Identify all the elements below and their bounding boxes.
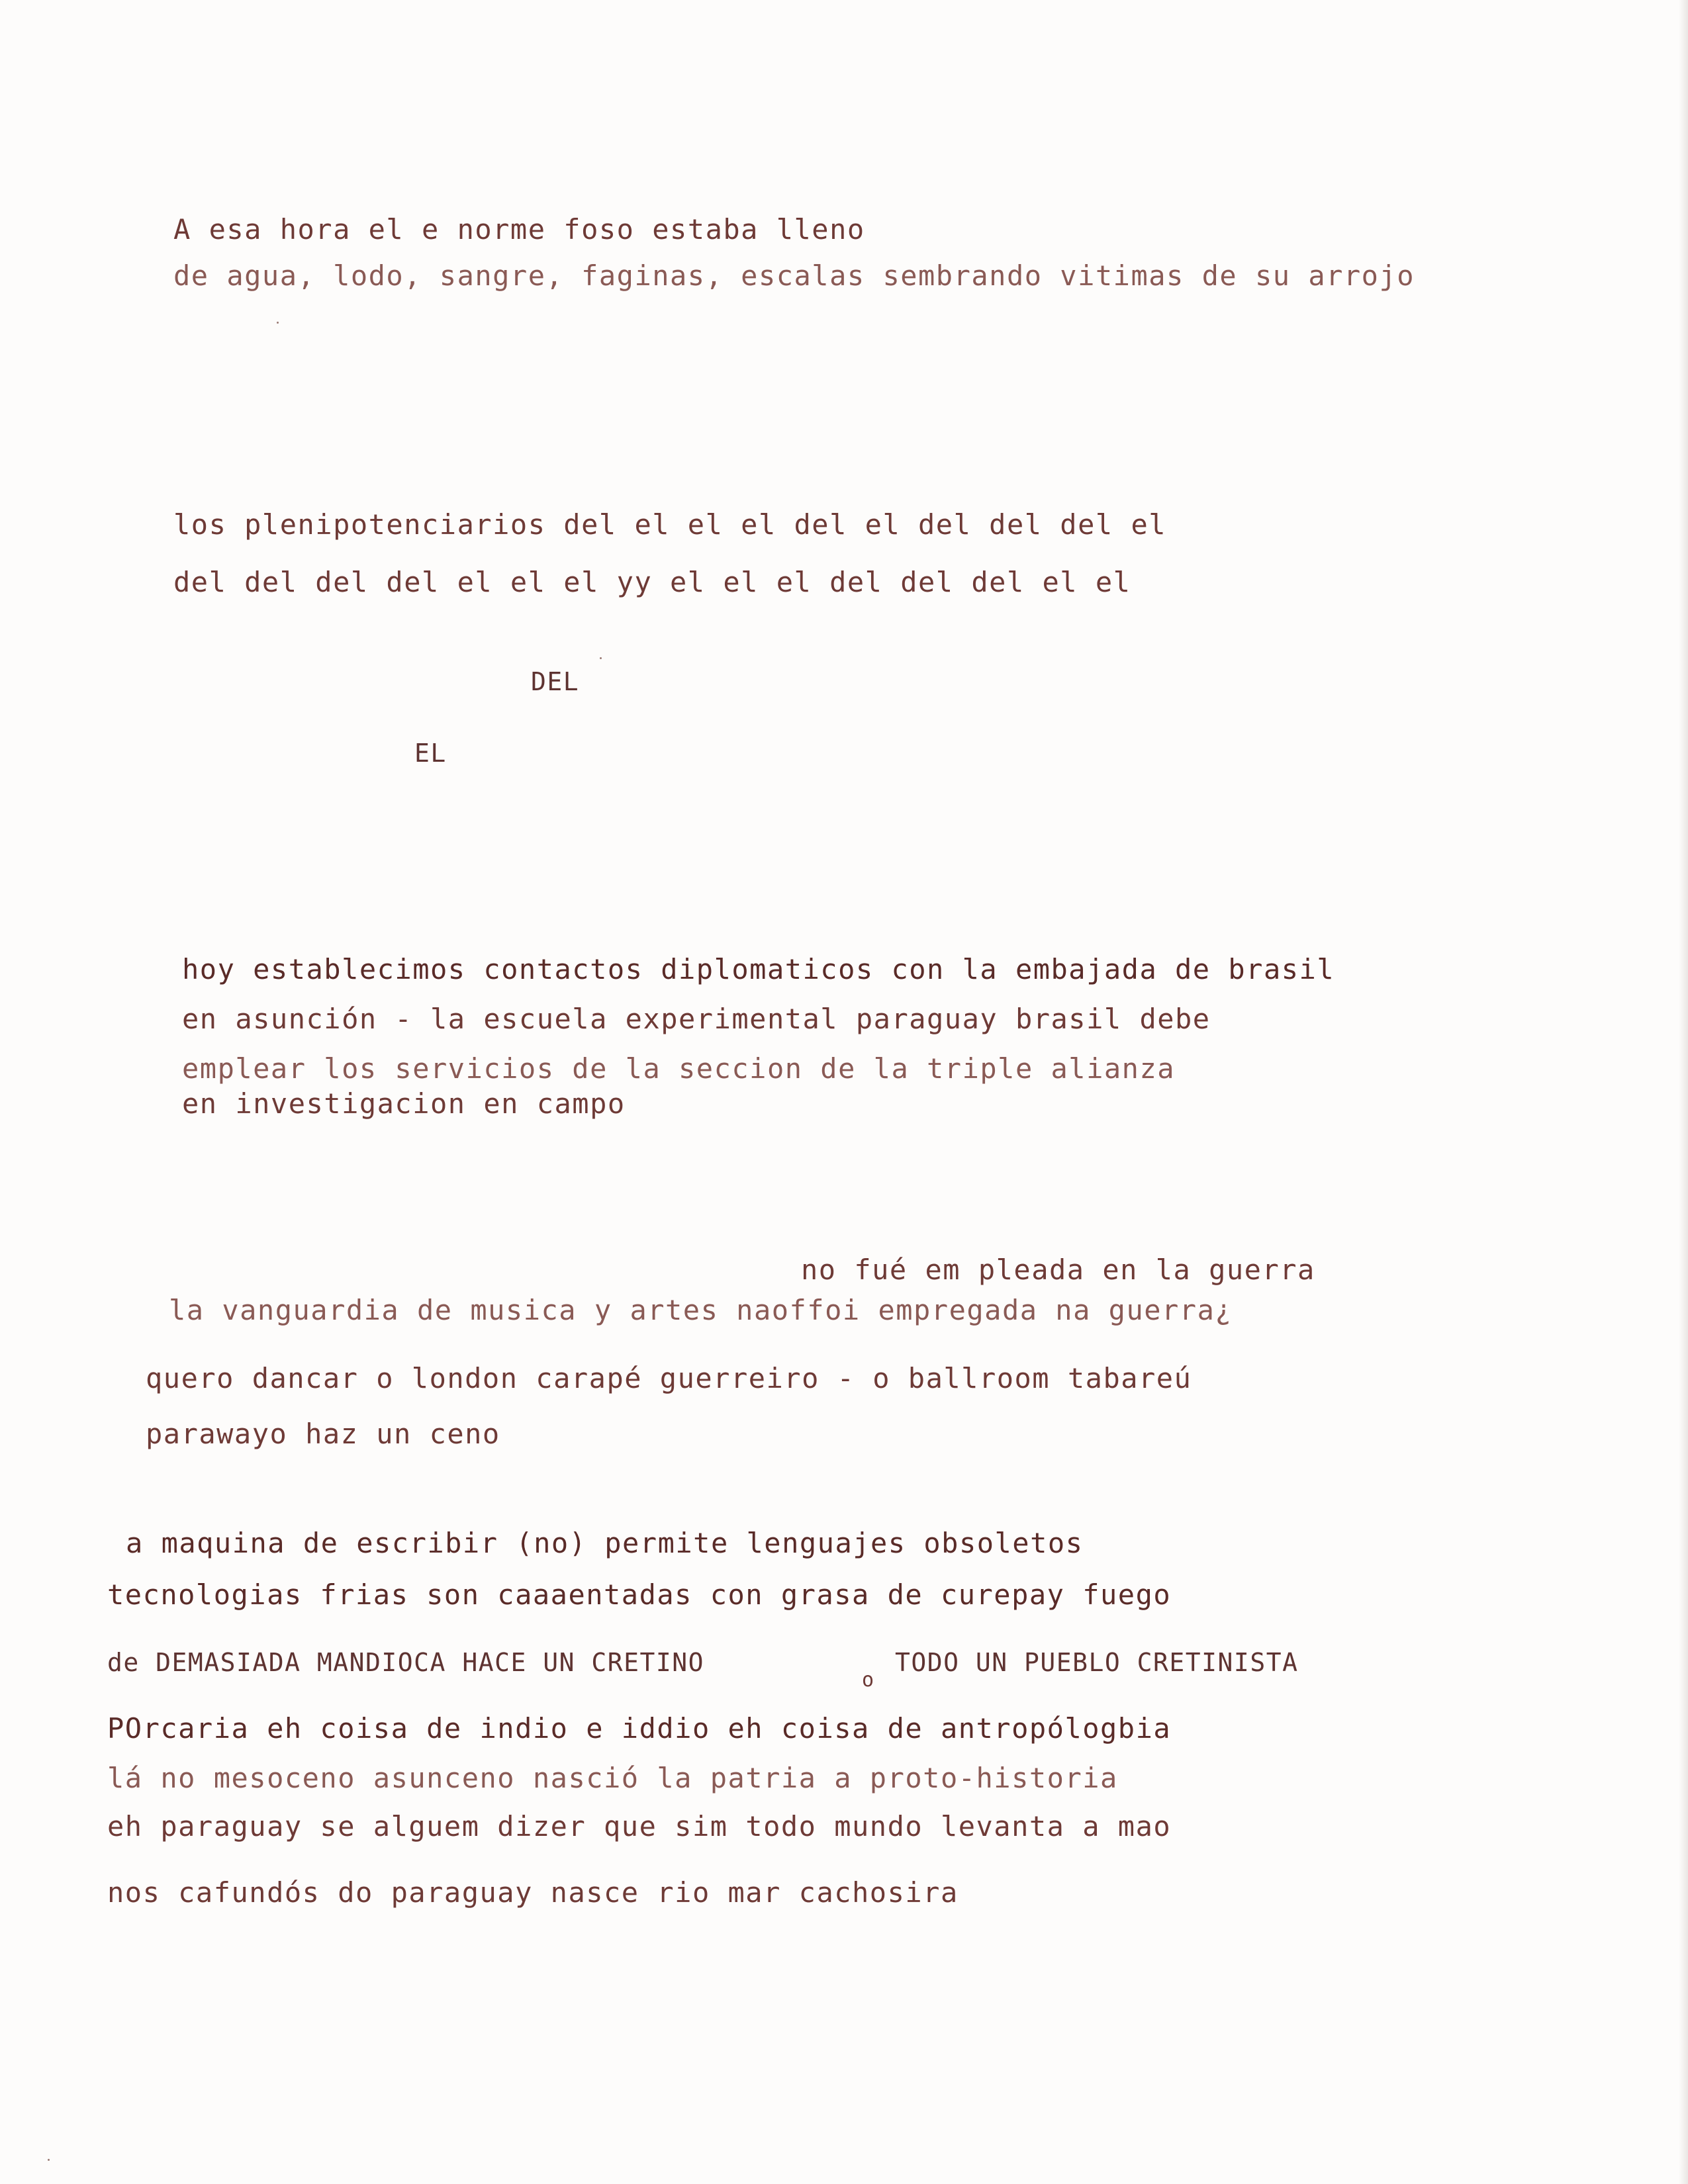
- stanza6-line1: a maquina de escribir (no) permite lenguajes obsoletos: [126, 1527, 1084, 1559]
- stanza6-line3: de DEMASIADA MANDIOCA HACE UN CRETINO: [107, 1648, 704, 1677]
- stanza2-line1: los plenipotenciarios del el el el del el del del del el: [173, 508, 1167, 541]
- stanza6-line6: eh paraguay se alguem dizer que sim todo mundo levanta a mao: [107, 1810, 1172, 1843]
- stanza6-subscript-o: o: [862, 1668, 874, 1692]
- stanza4-line2: en asunción - la escuela experimental paraguay brasil debe: [182, 1003, 1211, 1035]
- stanza5-line4: parawayo haz un ceno: [146, 1418, 500, 1450]
- stanza4-line3: emplear los servicios de la seccion de la triple alianza: [182, 1052, 1176, 1085]
- ink-speck: [277, 322, 279, 324]
- stanza1-line1: A esa hora el e norme foso estaba lleno: [173, 213, 865, 246]
- stanza6-line3-continued: TODO UN PUEBLO CRETINISTA: [895, 1648, 1299, 1677]
- stanza6-line7: nos cafundós do paraguay nasce rio mar cachosira: [107, 1876, 959, 1909]
- del-word: DEL: [531, 667, 580, 696]
- stanza5-line2: la vanguardia de musica y artes naoffoi empregada na guerra¿: [169, 1294, 1233, 1326]
- stanza6-line5: lá no mesoceno asunceno nasció la patria a proto-historia: [107, 1762, 1118, 1794]
- ink-speck: [600, 657, 602, 659]
- stanza6-line4: POrcaria eh coisa de indio e iddio eh coisa de antropólogbia: [107, 1712, 1172, 1745]
- stanza5-line1: no fué em pleada en la guerra: [801, 1253, 1315, 1286]
- stanza4-line1: hoy establecimos contactos diplomaticos con la embajada de brasil: [182, 953, 1335, 985]
- el-word: EL: [414, 739, 447, 768]
- stanza6-line2: tecnologias frias son caaaentadas con grasa de curepay fuego: [107, 1578, 1172, 1611]
- stanza4-line4: en investigacion en campo: [182, 1087, 626, 1120]
- page-edge-shadow: [1679, 0, 1688, 2184]
- stanza5-line3: quero dancar o london carapé guerreiro - o ballroom tabareú: [146, 1362, 1192, 1394]
- stanza1-line2: de agua, lodo, sangre, faginas, escalas sembrando vitimas de su arrojo: [173, 259, 1415, 292]
- stanza2-line2: del del del del el el el yy el el el del del del el el: [173, 566, 1131, 598]
- ink-speck: [48, 2159, 50, 2161]
